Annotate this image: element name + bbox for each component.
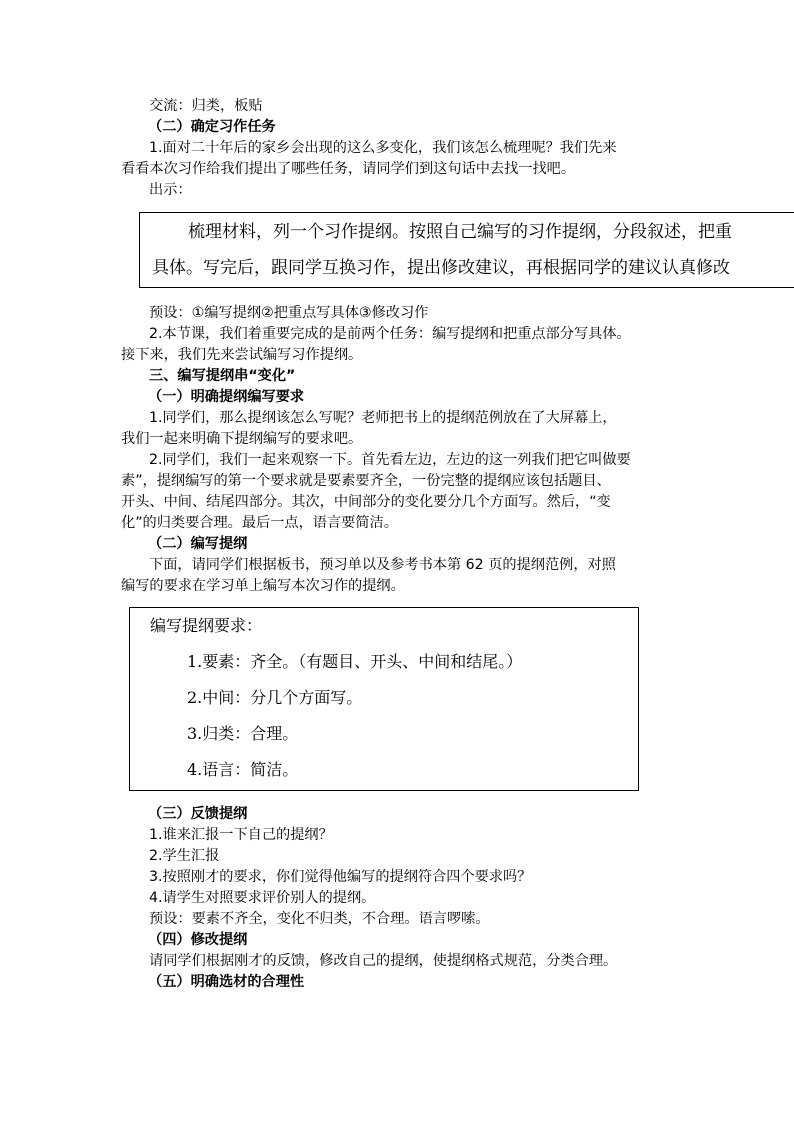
subsection-heading-requirements: （一）明确提纲编写要求 bbox=[148, 389, 305, 405]
subsection-heading-write-outline: （二）编写提纲 bbox=[148, 536, 248, 552]
paragraph-line: 1.同学们，那么提纲该怎么写呢？老师把书上的提纲范例放在了大屏幕上， bbox=[149, 410, 617, 426]
requirement-item: 4.语言：简洁。 bbox=[187, 760, 299, 779]
paragraph-line: 下面，请同学们根据板书，预习单以及参考书本第 62 页的提纲范例，对照 bbox=[149, 557, 616, 573]
quote-line: 具体。写完后，跟同学互换习作，提出修改建议，再根据同学的建议认真修改 bbox=[152, 258, 730, 278]
subsection-heading-feedback: （三）反馈提纲 bbox=[148, 806, 248, 822]
paragraph-line: 接下来，我们先来尝试编写习作提纲。 bbox=[121, 347, 363, 363]
exchange-line: 交流：归类，板贴 bbox=[149, 98, 263, 114]
list-item: 3.按照刚才的要求，你们觉得他编写的提纲符合四个要求吗？ bbox=[149, 869, 532, 885]
subsection-heading-material: （五）明确选材的合理性 bbox=[148, 974, 305, 990]
subsection-heading-revise: （四）修改提纲 bbox=[148, 932, 248, 948]
list-item: 2.学生汇报 bbox=[149, 848, 220, 864]
paragraph-line: 2.本节课，我们着重要完成的是前两个任务：编写提纲和把重点部分写具体。 bbox=[149, 326, 631, 342]
paragraph-line: 1.面对二十年后的家乡会出现的这么多变化，我们该怎么梳理呢？我们先来 bbox=[149, 140, 617, 156]
paragraph-line: 请同学们根据刚才的反馈，修改自己的提纲，使提纲格式规范，分类合理。 bbox=[149, 953, 618, 969]
paragraph-line: 编写的要求在学习单上编写本次习作的提纲。 bbox=[121, 578, 405, 594]
list-item: 1.谁来汇报一下自己的提纲？ bbox=[149, 827, 333, 843]
requirement-item: 2.中间：分几个方面写。 bbox=[187, 688, 363, 707]
requirements-title: 编写提纲要求： bbox=[150, 616, 263, 635]
section-heading-outline: 三、编写提纲串“变化” bbox=[149, 368, 296, 384]
task-quote-box bbox=[139, 212, 794, 288]
requirement-item: 3.归类：合理。 bbox=[187, 724, 299, 743]
paragraph-line: 素”，提纲编写的第一个要求就是要素要齐全，一份完整的提纲应该包括题目、 bbox=[121, 473, 611, 489]
show-label: 出示： bbox=[149, 182, 192, 198]
preset-line: 预设：要素不齐全，变化不归类，不合理。语言啰嗦。 bbox=[149, 911, 490, 927]
paragraph-line: 看看本次习作给我们提出了哪些任务，请同学们到这句话中去找一找吧。 bbox=[121, 161, 576, 177]
paragraph-line: 2.同学们，我们一起来观察一下。首先看左边，左边的这一列我们把它叫做要 bbox=[149, 452, 631, 468]
quote-line: 梳理材料，列一个习作提纲。按照自己编写的习作提纲，分段叙述，把重 bbox=[188, 222, 732, 242]
paragraph-line: 开头、中间、结尾四部分。其次，中间部分的变化要分几个方面写。然后，“变 bbox=[121, 494, 611, 510]
section-heading-confirm-task: （二）确定习作任务 bbox=[148, 119, 276, 135]
requirement-item: 1.要素：齐全。（有题目、开头、中间和结尾。） bbox=[187, 652, 523, 671]
list-item: 4.请学生对照要求评价别人的提纲。 bbox=[149, 890, 376, 906]
paragraph-line: 我们一起来明确下提纲编写的要求吧。 bbox=[121, 431, 363, 447]
outline-requirements-box bbox=[129, 607, 639, 791]
paragraph-line: 化”的归类要合理。最后一点，语言要简洁。 bbox=[121, 515, 398, 531]
preset-line: 预设：①编写提纲②把重点写具体③修改习作 bbox=[149, 305, 429, 321]
